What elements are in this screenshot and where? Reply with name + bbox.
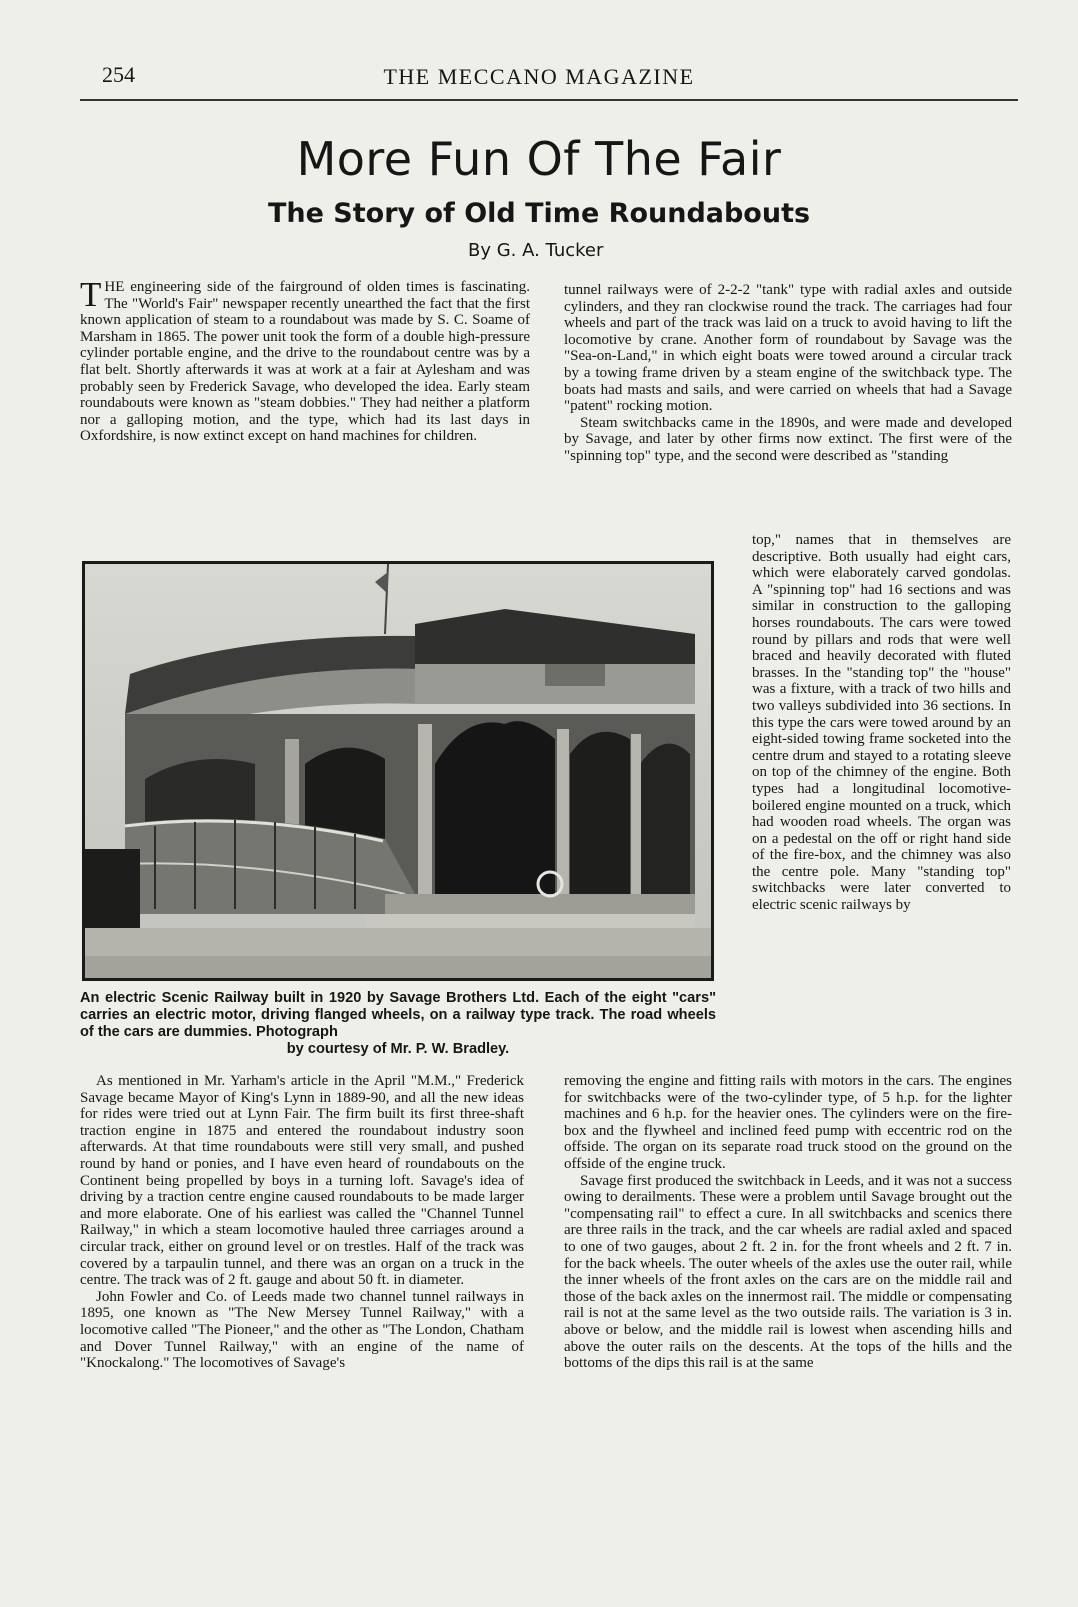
intro-text: HE engineering side of the fairground of olden times is fascinating. The "World's Fair" newspaper recently unearthed the fact that the first known application of steam to a roundabout was made by S. C. Soame of Marsham in 1865. The power unit took the form of a double high-pressure cylinder portable engine, and the drive to the roundabout centre was by a flat belt. Shortly afterwards it was at work at a fair at Aylesham and was probably seen by Frederick Savage, who developed the idea. Early steam roundabouts were known as "steam dobbies." They had neither a platform nor a galloping motion, and the type, which had its last days in Oxfordshire, is now extinct except on hand machines for children. <box>80 279 530 445</box>
intro-paragraph <box>80 275 530 445</box>
caption-text: An electric Scenic Railway built in 1920 by Savage Brothers Ltd. Each of the eight "cars" carries an electric motor, driving flanged wheels, on a railway type track. The road wheels of the cars are dummies. Photograph <box>80 990 716 1040</box>
right-column-bottom <box>564 1073 1012 1372</box>
left-column-bottom <box>80 1073 524 1372</box>
scenic-railway-photo <box>82 561 714 981</box>
paragraph-tunnel-railways: tunnel railways were of 2-2-2 "tank" type with radial axles and outside cylinders, and they ran clockwise round the track. The carriages had four wheels and part of the track was laid on a truck to avoid having to lift the locomotive by crane. Another form of roundabout by Savage was the "Sea-on-Land," in which eight boats were towed around a circular track by a towing frame driven by a steam engine of the switchback type. The boats had masts and sails, and were carried on wheels that had a Savage "patent" rocking motion. <box>564 282 1012 415</box>
paragraph-fowler: John Fowler and Co. of Leeds made two channel tunnel railways in 1895, one known as "The New Mersey Tunnel Railway," with a locomotive called "The Pioneer," and the other as "The London, Chatham and Dover Tunnel Railway," with an engine of the name of "Knockalong." The locomotives of Savage's <box>80 1288 524 1372</box>
right-column-top <box>564 282 1012 465</box>
article-subtitle: The Story of Old Time Roundabouts <box>267 198 811 229</box>
byline: By G. A. Tucker <box>468 240 604 261</box>
intro-column <box>80 275 530 445</box>
article-title: More Fun Of The Fair <box>296 132 782 186</box>
header-rule <box>80 99 1018 101</box>
photo-image <box>85 564 711 978</box>
paragraph-engines: removing the engine and fitting rails with motors in the cars. The engines for switchbacks were of the two-cylinder type, of 5 h.p. for the lighter machines and 6 h.p. for the heavier ones. The cylinders were on the fire-box and the flywheel and inclined feed pump with eccentric rod on the offside. The organ on its separate road truck stood on the ground on the offside of the engine truck. <box>564 1073 1012 1172</box>
narrow-column <box>752 532 1011 914</box>
paragraph-savage-mayor: As mentioned in Mr. Yarham's article in the April "M.M.," Frederick Savage became Mayor of King's Lynn in 1889-90, and all the new ideas for rides were tried out at Lynn Fair. The firm built its first three-shaft traction engine in 1875 and entered the roundabout industry soon afterwards. At that time roundabouts were still very small, and pushed round by hand or ponies, and I have even heard of roundabouts on the Continent being propelled by boys in a turning loft. Savage's idea of driving by a traction centre engine caused roundabouts to be made larger and more elaborate. One of his earliest was called the "Channel Tunnel Railway," in which a steam locomotive hauled three carriages around a circular track, either on ground level or on trestles. Half of the track was covered by a tarpaulin tunnel, and there was an organ on a truck in the centre. The track was of 2 ft. gauge and about 50 ft. in diameter. <box>80 1073 524 1289</box>
page-number: 254 <box>102 62 135 87</box>
paragraph-standing-top: top," names that in themselves are descriptive. Both usually had eight cars, which were elaborately carved gondolas. A "spinning top" had 16 sections and was similar in construction to the galloping horses roundabouts. The cars were towed round by pillars and rods that were well braced and heavily decorated with fluted brasses. In the "standing top" the "house" was a fixture, with a track of two hills and two valleys subdivided into 36 sections. In this type the cars were towed around by an eight-sided towing frame socketed into the centre drum and stayed to a rotating sleeve on top of the chimney of the engine. Both types had a longitudinal locomotive-boilered engine mounted on a truck, which had wooden road wheels. The organ was on a pedestal on the off or right hand side of the fire-box, and the chimney was also the centre pole. Many "standing top" switchbacks were later converted to electric scenic railways by <box>752 532 1011 914</box>
paragraph-steam-switchbacks: Steam switchbacks came in the 1890s, and were made and developed by Savage, and later by other firms now extinct. The first were of the "spinning top" type, and the second were described as "standing <box>564 414 1012 464</box>
caption-credit: by courtesy of Mr. P. W. Bradley. <box>286 1041 510 1057</box>
paragraph-compensating-rail: Savage first produced the switchback in Leeds, and it was not a success owing to derailments. These were a problem until Savage brought out the "compensating rail" to effect a cure. In all switchbacks and scenics there are three rails in the track, and the car wheels are radial axled and spaced to one of two gauges, about 2 ft. 2 in. for the front wheels and 2 ft. 7 in. for the back wheels. The outer wheels of the axles use the outer rail, while the inner wheels of the front axles on the cars are on the middle rail and those of the back axles on the innermost rail. The middle or compensating rail is not at the same level as the two outside rails. The variation is 3 in. above or below, and the middle rail is lowest when ascending hills and above the outer rails on the descents. At the tops of the hills and the bottoms of the dips this rail is at the same <box>564 1172 1012 1372</box>
running-head: THE MECCANO MAGAZINE <box>383 64 695 89</box>
photo-caption <box>80 990 716 1058</box>
drop-cap: T <box>80 275 102 314</box>
